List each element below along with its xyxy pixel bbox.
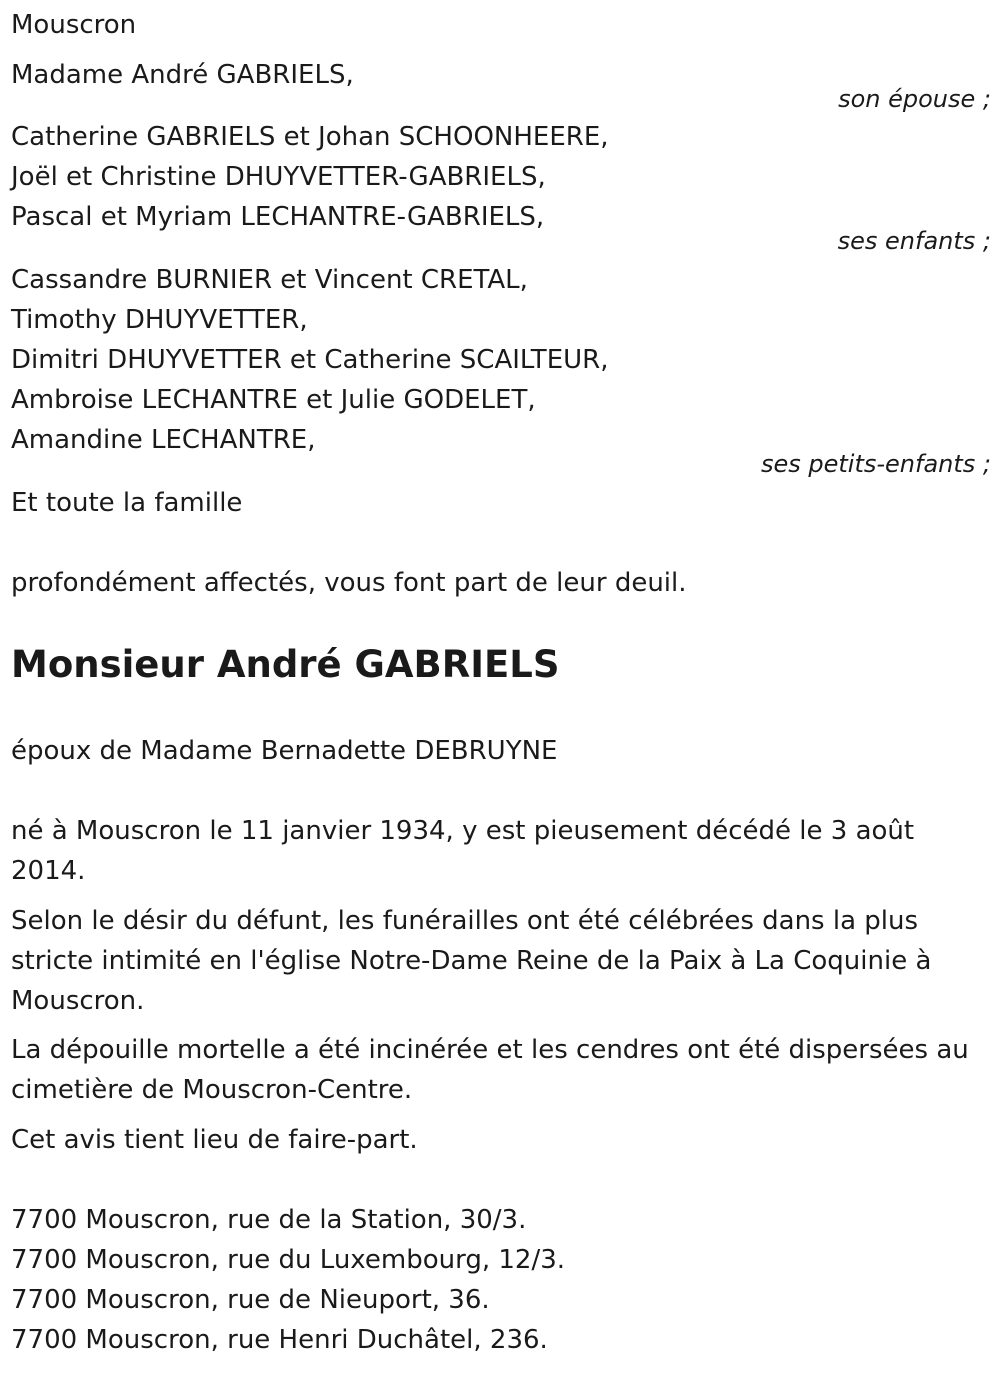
child-name: Pascal et Myriam LECHANTRE-GABRIELS, xyxy=(11,202,545,232)
remains-paragraph: La dépouille mortelle a été incinérée et les cendres ont été dispersées au cimetière de Mouscron-Centre. xyxy=(11,1035,969,1105)
grandchild-name: Amandine LECHANTRE, xyxy=(11,425,316,455)
address-line: 7700 Mouscron, rue de Nieuport, 36. xyxy=(11,1285,490,1315)
grandchildren-role: ses petits-enfants ; xyxy=(760,450,991,478)
address-line: 7700 Mouscron, rue du Luxembourg, 12/3. xyxy=(11,1245,566,1275)
spouse-line: époux de Madame Bernadette DEBRUYNE xyxy=(11,736,558,766)
announcement-text: profondément affectés, vous font part de leur deuil. xyxy=(11,568,687,598)
grandchild-name: Cassandre BURNIER et Vincent CRETAL, xyxy=(11,265,528,295)
grandchild-name: Dimitri DHUYVETTER et Catherine SCAILTEUR, xyxy=(11,345,609,375)
address-line: 7700 Mouscron, rue Henri Duchâtel, 236. xyxy=(11,1325,548,1355)
grandchild-name: Ambroise LECHANTRE et Julie GODELET, xyxy=(11,385,536,415)
grandchild-name: Timothy DHUYVETTER, xyxy=(11,305,308,335)
child-name: Catherine GABRIELS et Johan SCHOONHEERE, xyxy=(11,122,609,152)
birth-death-paragraph: né à Mouscron le 11 janvier 1934, y est pieusement décédé le 3 août 2014. xyxy=(11,816,915,886)
children-role: ses enfants ; xyxy=(837,227,991,255)
place-header: Mouscron xyxy=(11,10,137,40)
child-name: Joël et Christine DHUYVETTER-GABRIELS, xyxy=(11,162,546,192)
funeral-paragraph: Selon le désir du défunt, les funérailles ont été célébrées dans la plus stricte intimité en l'église Notre-Dame Reine de la Paix à La Coquinie à Mouscron. xyxy=(11,906,932,1016)
deceased-name: Monsieur André GABRIELS xyxy=(11,643,560,686)
spouse-role: son épouse ; xyxy=(838,85,991,113)
notice-paragraph: Cet avis tient lieu de faire-part. xyxy=(11,1125,418,1155)
spouse-name: Madame André GABRIELS, xyxy=(11,60,354,90)
address-line: 7700 Mouscron, rue de la Station, 30/3. xyxy=(11,1205,527,1235)
rest-of-family: Et toute la famille xyxy=(11,488,243,518)
